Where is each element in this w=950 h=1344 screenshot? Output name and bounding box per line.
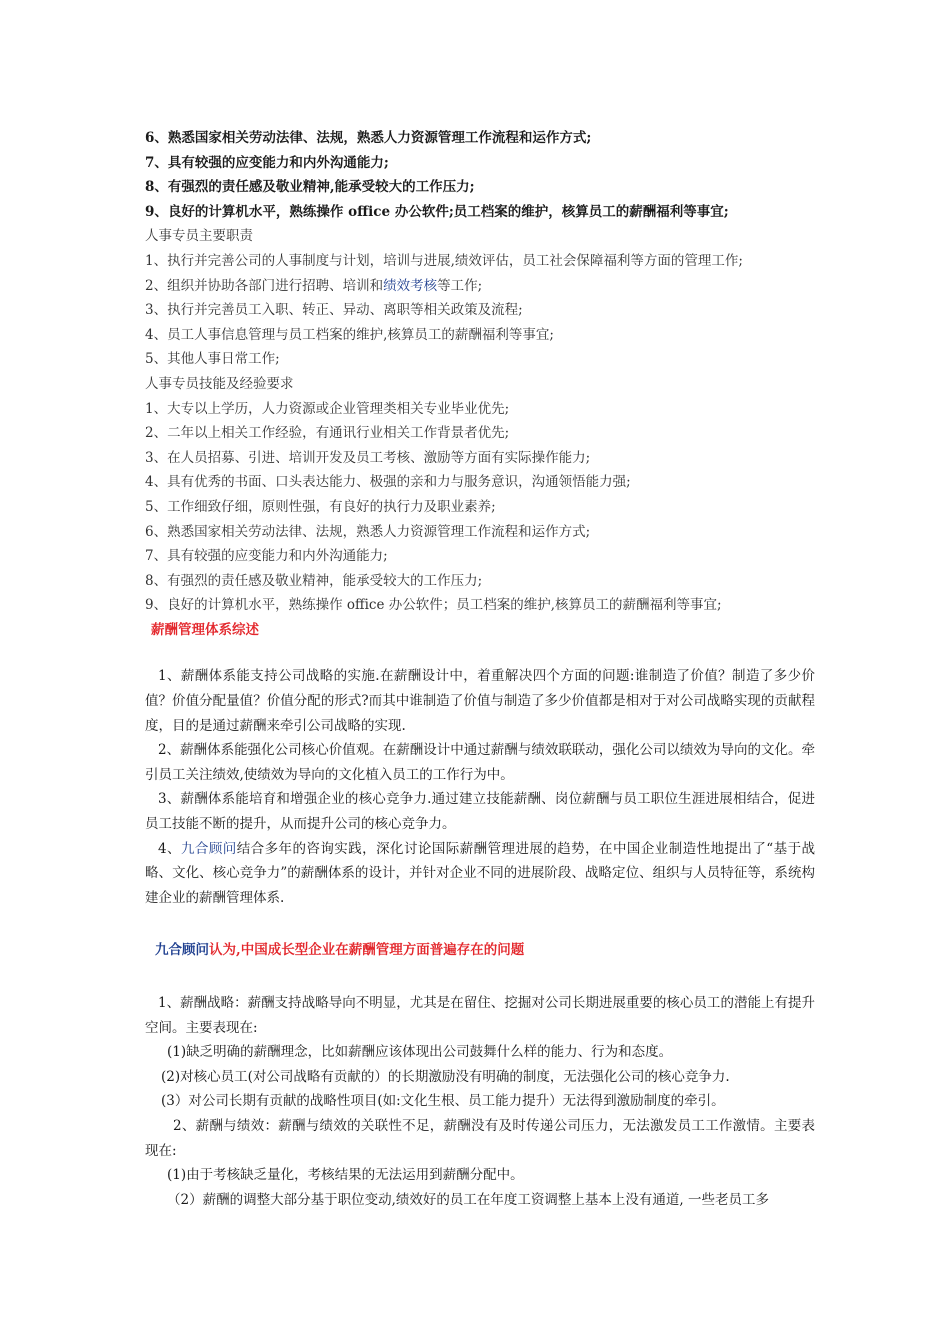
paragraph-text: 4、 (158, 840, 181, 857)
requirement-line: 9、良好的计算机水平，熟练操作 office 办公软件;员工档案的维护，核算员工的薪酬福利等事宜; (145, 203, 729, 220)
skills-title: 人事专员技能及经验要求 (145, 375, 294, 392)
requirement-line: 6、熟悉国家相关劳动法律、法规，熟悉人力资源管理工作流程和运作方式; (145, 130, 592, 146)
duty-item: 4、员工人事信息管理与员工档案的维护,核算员工的薪酬福利等事宜; (145, 326, 554, 343)
section-title-text: 认为,中国成长型企业在薪酬管理方面普遍存在的问题 (209, 942, 525, 959)
sub-item: (1)缺乏明确的薪酬理念，比如薪酬应该体现出公司鼓舞什么样的能力、行为和态度。 (167, 1044, 673, 1061)
duty-item-text: 2、组织并协助各部门进行招聘、培训和 (145, 277, 384, 294)
duty-item: 1、执行并完善公司的人事制度与计划，培训与进展,绩效评估，员工社会保障福利等方面的管理工作; (145, 252, 743, 269)
paragraph: 1、薪酬战略：薪酬支持战略导向不明显，尤其是在留住、挖掘对公司长期进展重要的核心员工的潜能上有提升空间。主要表现在: (145, 995, 815, 1036)
duty-item (145, 274, 815, 299)
skill-item: 6、熟悉国家相关劳动法律、法规，熟悉人力资源管理工作流程和运作方式; (145, 523, 591, 540)
sub-item: (2)对核心员工(对公司战略有贡献的）的长期激励没有明确的制度，无法强化公司的核心竞争力. (161, 1068, 730, 1085)
section-title-common-problems (145, 938, 815, 963)
sub-item: (1)由于考核缺乏量化，考核结果的无法运用到薪酬分配中。 (167, 1167, 524, 1184)
sub-item: (3）对公司长期有贡献的战略性项目(如:文化生根、员工能力提升）无法得到激励制度的牵引。 (161, 1093, 725, 1110)
spacer (145, 642, 815, 664)
paragraph: 1、薪酬体系能支持公司战略的实施.在薪酬设计中，着重解决四个方面的问题:谁制造了价值？制造了多少价值？价值分配量值？价值分配的形式?而其中谁制造了价值与制造了多少价值都是相对于对公司战略实现的贡献程度，目的是通过薪酬来牵引公司战略的实现. (145, 668, 815, 734)
paragraph-text: 结合多年的咨询实践，深化讨论国际薪酬管理进展的趋势，在中国企业制造性地提出了“基于战略、文化、核心竞争力”的薪酬体系的设计，并针对企业不同的进展阶段、战略定位、组织与人员特征等，系统构建企业的薪酬管理体系. (145, 840, 816, 906)
skill-item: 5、工作细致仔细，原则性强，有良好的执行力及职业素养; (145, 498, 496, 515)
duties-title: 人事专员主要职责 (145, 228, 253, 245)
skill-item: 3、在人员招募、引进、培训开发及员工考核、激励等方面有实际操作能力; (145, 449, 591, 466)
duty-item-text: 等工作; (437, 277, 483, 294)
paragraph: 2、薪酬体系能强化公司核心价值观。在薪酬设计中通过薪酬与绩效联联动，强化公司以绩效为导向的文化。牵引员工关注绩效,使绩效为导向的文化植入员工的工作行为中。 (145, 742, 815, 783)
spacer (145, 910, 815, 938)
skill-item: 7、具有较强的应变能力和内外沟通能力; (145, 548, 388, 565)
jiuhe-consulting-link[interactable]: 九合顾问 (180, 840, 237, 857)
paragraph (145, 837, 815, 911)
skill-item: 4、具有优秀的书面、口头表达能力、极强的亲和力与服务意识，沟通领悟能力强; (145, 474, 631, 491)
skill-item: 9、良好的计算机水平，熟练操作 office 办公软件；员工档案的维护,核算员工的薪酬福利等事宜; (145, 597, 722, 614)
requirement-line: 8、有强烈的责任感及敬业精神,能承受较大的工作压力; (145, 179, 475, 196)
duty-item: 3、执行并完善员工入职、转正、异动、离职等相关政策及流程; (145, 302, 523, 319)
requirement-line: 7、具有较强的应变能力和内外沟通能力; (145, 154, 389, 171)
skill-item: 1、大专以上学历，人力资源或企业管理类相关专业毕业优先; (145, 400, 510, 417)
skill-item: 2、二年以上相关工作经验，有通讯行业相关工作背景者优先; (145, 425, 510, 442)
paragraph: 3、薪酬体系能培育和增强企业的核心竞争力.通过建立技能薪酬、岗位薪酬与员工职位生涯进展相结合，促进员工技能不断的提升，从而提升公司的核心竞争力。 (145, 791, 815, 833)
section-title-compensation-overview: 薪酬管理体系综述 (151, 621, 259, 638)
document-body (145, 126, 815, 1212)
skill-item: 8、有强烈的责任感及敬业精神，能承受较大的工作压力; (145, 572, 483, 589)
sub-item: （2）薪酬的调整大部分基于职位变动,绩效好的员工在年度工资调整上基本上没有通道, 一些老员工多 (167, 1191, 769, 1208)
duty-item: 5、其他人事日常工作; (145, 351, 280, 368)
spacer (145, 963, 815, 991)
jiuhe-consulting-title-link[interactable]: 九合顾问 (155, 942, 209, 959)
paragraph: 2、薪酬与绩效：薪酬与绩效的关联性不足，薪酬没有及时传递公司压力，无法激发员工工作激情。主要表现在: (145, 1117, 815, 1159)
performance-appraisal-link[interactable]: 绩效考核 (383, 277, 438, 294)
